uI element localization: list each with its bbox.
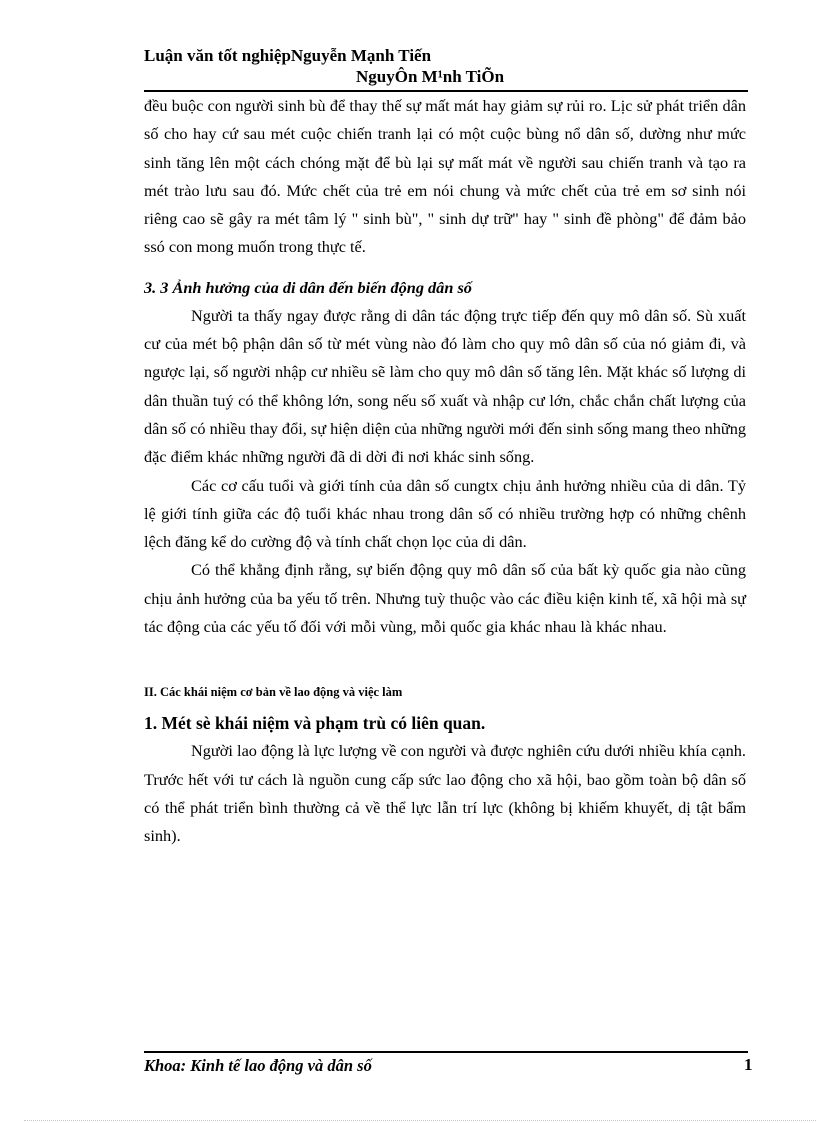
section-heading-labor-concepts: II. Các khái niệm cơ bản về lao động và việc làm	[144, 685, 403, 700]
paragraph-migration-structure: Các cơ cấu tuổi và giới tính của dân số cungtx chịu ảnh hưởng nhiều của di dân. Tỷ lệ giới tính giữa các độ tuổi khác nhau trong dân số có nhiều trường hợp có những chênh lệch đăng kể do cường độ và tính chất chọn lọc của di dân.	[144, 475, 746, 552]
footer-rule	[144, 1051, 748, 1053]
paragraph-migration-scale: Người ta thấy ngay được rằng di dân tác động trực tiếp đến quy mô dân số. Sù xuất cư của mét bộ phận dân số từ mét vùng nào đó làm cho quy mô dân số của nó giảm đi, và ngược lại, số người nhập cư nhiều sẽ làm cho quy mô dân số tăng lên. Mặt khác số lượng di dân thuần tuý có thể không lớn, song nếu số xuất và nhập cư lớn, chắc chắn chất lượng của dân số có nhiều thay đổi, sự hiện diện của những người mới đến sinh sống mang theo những đặc điểm khác những người đã di dời đi nơi khác sinh sống.	[144, 305, 746, 467]
page-number: 1	[744, 1055, 753, 1074]
heading-concepts-categories: 1. Mét sè khái niệm và phạm trù có liên quan.	[144, 713, 486, 734]
document-body	[144, 92, 746, 851]
header-author-line: Luận văn tốt nghiệpNguyễn Mạnh Tiến	[144, 46, 432, 65]
header-author-name: NguyÔn M¹nh TiÕn	[356, 67, 505, 86]
subheading-migration-impact: 3. 3 Ảnh hưởng của di dân đến biến động dân số	[144, 277, 472, 297]
page-edge-divider	[24, 1120, 816, 1121]
footer-faculty: Khoa: Kinh tế lao động và dân số	[144, 1056, 372, 1075]
paragraph-conclusion: Có thể khẳng định rằng, sự biến động quy mô dân số của bất kỳ quốc gia nào cũng chịu ảnh hưởng của ba yếu tố trên. Nhưng tuỳ thuộc vào các điều kiện kinh tế, xã hội mà sự tác động của các yếu tố đối với mỗi vùng, mỗi quốc gia khác nhau là khác nhau.	[144, 560, 746, 637]
paragraph-labor-definition: Người lao động là lực lượng về con người và được nghiên cứu dưới nhiều khía cạnh. Trước hết với tư cách là nguồn cung cấp sức lao động cho xã hội, bao gồm toàn bộ dân số có thể phát triển bình thường cả về thể lực lẫn trí lực (không bị khiếm khuyết, dị tật bẩm sinh).	[144, 741, 746, 846]
paragraph-continued: đều buộc con người sinh bù để thay thế sự mất mát hay giảm sự rủi ro. Lịc sử phát triển dân số cho hay cứ sau mét cuộc chiến tranh lại có một cuộc bùng nổ dân số, dường như mức sinh tăng lên một cách chóng mặt để bù lại sự mất mát về người sau chiến tranh và tạo ra mét trào lưu sau đó. Mức chết của trẻ em nói chung và mức chết của trẻ em sơ sinh nói riêng cao sẽ gây ra mét tâm lý " sinh bù", " sinh dự trữ" hay " sinh đề phòng" để đảm bảo ssó con mong muốn trong thực tế.	[144, 96, 746, 257]
